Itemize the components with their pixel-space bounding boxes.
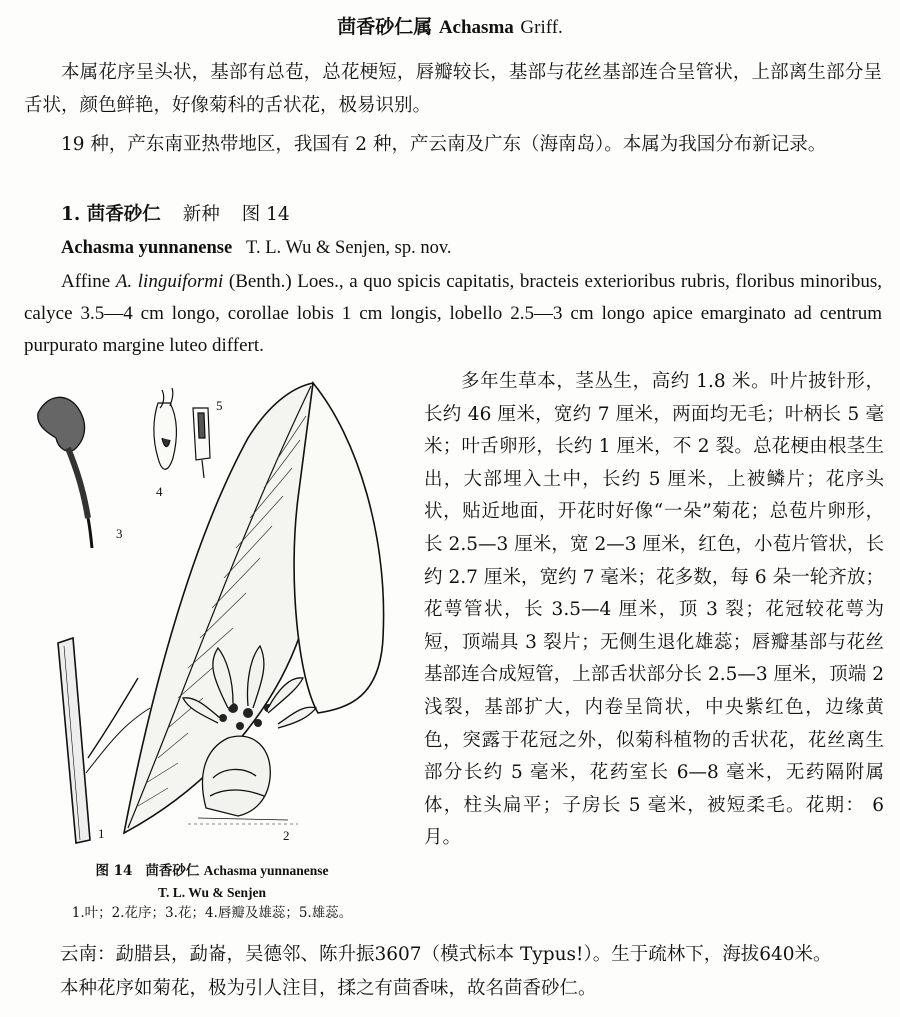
- etymology-paragraph: 本种花序如菊花，极为引人注目，揉之有茴香味，故名茴香砂仁。: [60, 978, 597, 999]
- species-authors: T. L. Wu & Senjen, sp. nov.: [246, 238, 452, 258]
- figure-caption: [0, 860, 424, 924]
- caption-figure-number: 图 14: [95, 863, 133, 879]
- genus-title: [0, 12, 900, 39]
- caption-authors: T. L. Wu & Senjen: [157, 885, 267, 900]
- species-heading: [61, 198, 882, 231]
- caption-chinese-name: 茴香砂仁: [145, 863, 200, 879]
- diagnosis-part-1: Affine: [61, 271, 116, 292]
- figure-label-5: 5: [216, 398, 223, 413]
- figure-label-4: 4: [156, 484, 163, 499]
- diagnosis-part-2: (Benth.) Loes., a quo spicis capitatis, bracteis exterioribus rubris, floribus minoribus, calyce 3.5—4 cm longo, corollae lobis 1 cm longis, lobello 2.5—3 cm longo apice emarginato ad centrum purpurato margine luteo differt.: [24, 271, 882, 356]
- species-figure-ref: 图 14: [241, 204, 290, 225]
- genus-latin-name: Achasma: [438, 17, 514, 38]
- caption-legend: 1.叶；2.花序；3.花；4.唇瓣及雄蕊；5.雄蕊。: [71, 905, 353, 921]
- flower-drawing: [38, 397, 92, 548]
- diagnosis-italic-name: A. linguiformi: [115, 271, 224, 292]
- labellum-stamen-drawing: [154, 388, 210, 478]
- species-latin-heading: [61, 232, 882, 265]
- species-number-name: 1. 茴香砂仁: [61, 204, 161, 225]
- genus-chinese-name: 茴香砂仁属: [337, 16, 433, 38]
- figure-label-1: 1: [98, 826, 105, 841]
- figure-label-3: 3: [116, 526, 123, 541]
- genus-author: Griff.: [520, 17, 563, 38]
- species-latin-name: Achasma yunnanense: [61, 238, 233, 258]
- botanical-illustration: [28, 378, 418, 848]
- figure-label-2: 2: [283, 828, 290, 843]
- caption-latin-name: Achasma yunnanense: [203, 863, 329, 878]
- species-description: 多年生草本，茎丛生，高约 1.8 米。叶片披针形，长约 46 厘米，宽约 7 厘米，两面均无毛；叶柄长 5 毫米；叶舌卵形，长约 1 厘米，不 2 裂。总花梗由根茎生出，大部埋入土中，长约 5 厘米，上被鳞片；花序头状，贴近地面，开花时好像“一朵”菊花；总苞片卵形，长 2.5—3 厘米，宽 2—3 厘米，红色，小苞片管状，长约 2.7 厘米，宽约 7 毫米；花多数，每 6 朵一轮齐放；花萼管状，长 3.5—4 厘米，顶 3 裂；花冠较花萼为短，顶端具 3 裂片；无侧生退化雄蕊；唇瓣基部与花丝基部连合成短管，上部舌状部分长 2.5—3 厘米，顶端 2 浅裂，基部扩大，内卷呈筒状，中央紫红色，边缘黄色，突露于花冠之外，似菊科植物的舌状花，花丝离生部分长约 5 毫米，花药室长 6—8 毫米，无药隔附属体，柱头扁平；子房长 5 毫米，被短柔毛。花期： 6 月。: [424, 371, 884, 849]
- specimen-paragraph: 云南：勐腊县，勐崙，吴德邻、陈升振3607（模式标本 Typus!）。生于疏林下，海拔640米。: [60, 944, 832, 965]
- intro-paragraph: 本属花序呈头状，基部有总苞，总花梗短，唇瓣较长，基部与花丝基部连合呈管状，上部离生部分呈舌状，颜色鲜艳，好像菊科的舌状花，极易识别。: [24, 62, 882, 116]
- species-status: 新种: [182, 204, 220, 225]
- distribution-paragraph: 19 种，产东南亚热带地区，我国有 2 种，产云南及广东（海南岛）。本属为我国分布新记录。: [61, 134, 827, 155]
- latin-diagnosis: [24, 266, 882, 362]
